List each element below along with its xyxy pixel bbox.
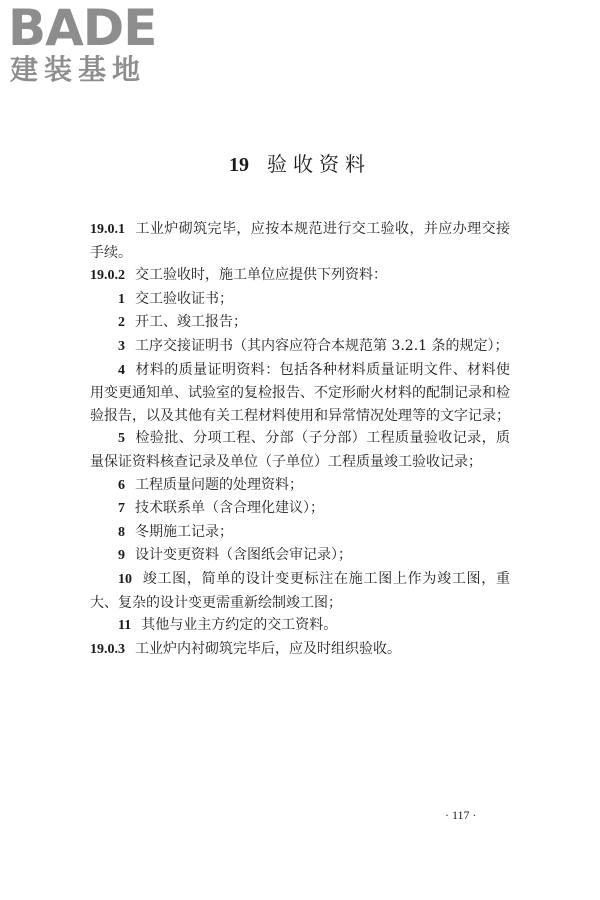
list-item xyxy=(90,544,510,568)
item-text: 检验批、分项工程、分部（子分部）工程质量验收记录，质量保证资料核查记录及单位（子单位）工程质量竣工验收记录； xyxy=(90,430,510,470)
clause-number: 19.0.3 xyxy=(90,641,125,657)
clause-number: 19.0.1 xyxy=(90,222,125,237)
clause-text: 工业炉内衬砌筑完毕后，应及时组织验收。 xyxy=(135,640,401,657)
item-text: 工序交接证明书（其内容应符合本规范第 3.2.1 条的规定）； xyxy=(135,337,509,354)
item-text: 工程质量问题的处理资料； xyxy=(135,476,303,493)
item-number: 7 xyxy=(118,501,125,517)
clause-number: 19.0.2 xyxy=(90,268,125,284)
list-item xyxy=(90,568,510,614)
item-text: 竣工图，简单的设计变更标注在施工图上作为竣工图，重大、复杂的设计变更需重新绘制竣工图； xyxy=(90,570,510,611)
clause-text: 交工验收时，施工单位应提供下列资料： xyxy=(135,267,387,284)
list-item xyxy=(90,335,510,359)
clause-19-0-3 xyxy=(90,638,510,662)
logo-tagline: 建装基地 xyxy=(10,53,147,86)
item-text: 开工、竣工报告； xyxy=(135,314,247,331)
chapter-title-text: 验收资料 xyxy=(267,152,371,176)
item-number: 4 xyxy=(118,362,125,378)
clause-19-0-2 xyxy=(90,264,510,288)
logo-brand: BADE xyxy=(8,0,157,57)
item-number: 1 xyxy=(118,291,125,307)
list-item xyxy=(90,288,510,312)
list-item xyxy=(90,497,510,521)
list-item xyxy=(90,359,510,428)
page-number: · 117 · xyxy=(445,808,477,822)
item-text: 材料的质量证明资料：包括各种材料质量证明文件、材料使用变更通知单、试验室的复检报告、不定形耐火材料的配制记录和检验报告，以及其他有关工程材料使用和异常情况处理等的文字记录； xyxy=(90,361,510,424)
list-item xyxy=(90,614,510,638)
item-number: 11 xyxy=(118,618,132,634)
list-item xyxy=(90,311,510,335)
item-number: 2 xyxy=(118,315,125,331)
item-text: 技术联系单（含合理化建议）； xyxy=(135,500,324,517)
clause-text: 工业炉砌筑完毕，应按本规范进行交工验收，并应办理交接手续。 xyxy=(90,221,510,261)
item-number: 9 xyxy=(118,548,125,564)
item-number: 8 xyxy=(118,524,125,540)
chapter-number: 19 xyxy=(229,154,249,176)
item-number: 3 xyxy=(118,338,125,354)
item-number: 10 xyxy=(118,571,132,587)
item-text: 其他与业主方约定的交工资料。 xyxy=(141,617,338,634)
clause-19-0-1 xyxy=(90,218,510,264)
watermark-logo xyxy=(8,2,178,86)
chapter-title xyxy=(0,148,600,177)
item-number: 6 xyxy=(118,477,125,493)
item-text: 交工验收证书； xyxy=(135,290,233,307)
item-number: 5 xyxy=(118,431,125,447)
list-item xyxy=(90,521,510,545)
document-body xyxy=(90,218,510,661)
list-item xyxy=(90,474,510,498)
list-item xyxy=(90,427,510,473)
item-text: 设计变更资料（含图纸会审记录）； xyxy=(135,547,352,564)
item-text: 冬期施工记录； xyxy=(135,523,233,540)
